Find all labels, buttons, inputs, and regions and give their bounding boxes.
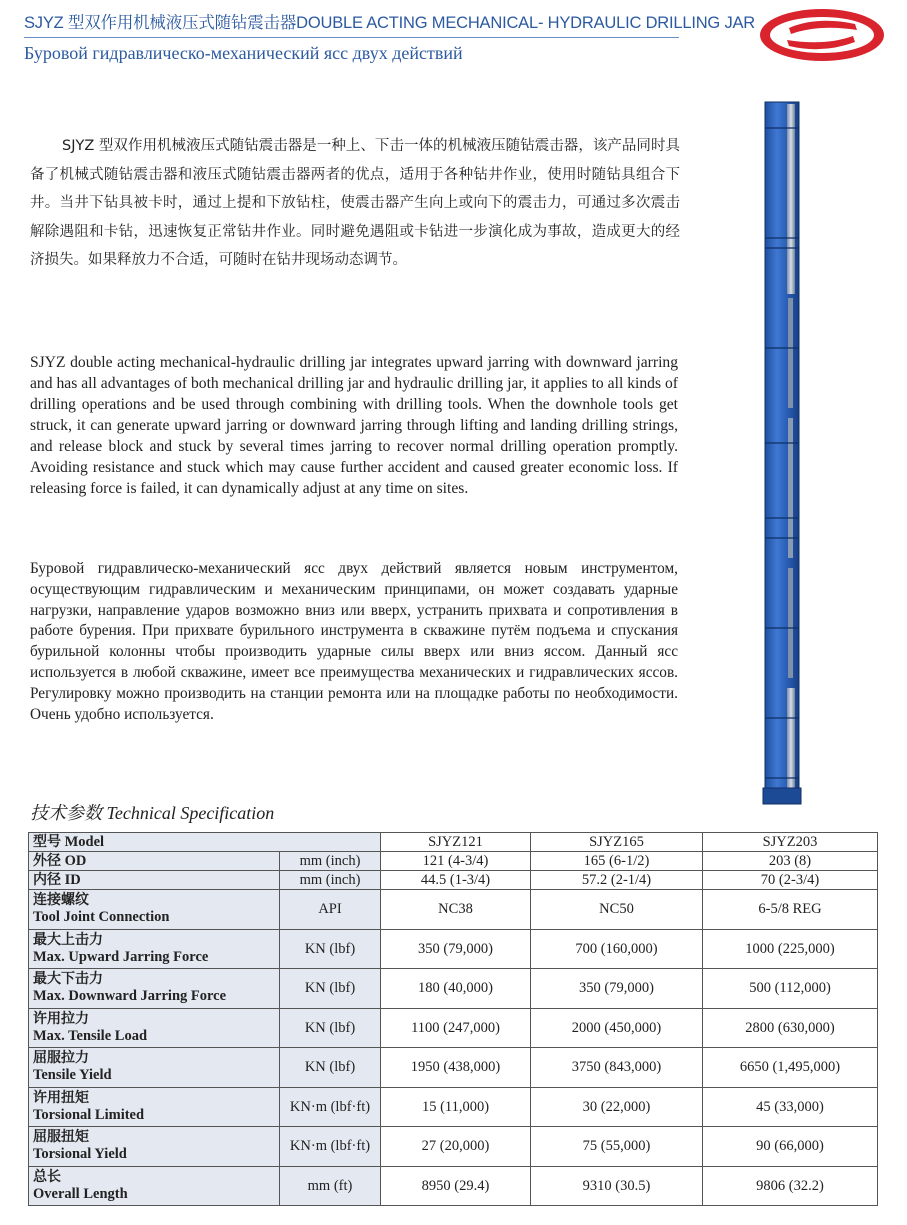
table-cell: 9310 (30.5) [531, 1166, 703, 1206]
row-label [29, 1087, 280, 1127]
row-label-en: Torsional Yield [33, 1146, 127, 1163]
table-cell: 75 (55,000) [531, 1127, 703, 1167]
table-cell: NC38 [381, 890, 531, 930]
table-cell: 57.2 (2-1/4) [531, 871, 703, 890]
model-column-header: SJYZ203 [703, 833, 878, 852]
row-label-cn: 连接螺纹 [33, 892, 89, 909]
table-cell: 45 (33,000) [703, 1087, 878, 1127]
row-label-en: ID [64, 872, 81, 888]
table-cell: 44.5 (1-3/4) [381, 871, 531, 890]
table-cell: 180 (40,000) [381, 969, 531, 1009]
row-label [29, 1127, 280, 1167]
description-russian: Буровой гидравлическо-механический ясс двух действий является новым инструментом, осуществующим гидравлическим и механическим принципами, он может создавать ударные нагрузки, направление ударов возможно вниз или вверх, устранить прихвата и сопротивления в работе бурения. При прихвате бурильного инструмента в скважине путём подъема и спускания бурильной колонны чтобы производить ударные силы вверх или вниз яссом. Данный ясс используется в любой скважине, имеет все преимущества механических и гидравлических яссов. Регулировку можно производить на станции ремонта или на площадке работы по необходимости. Очень удобно используется. [30, 560, 678, 723]
table-cell: 203 (8) [703, 852, 878, 871]
table-cell: 70 (2-3/4) [703, 871, 878, 890]
description-chinese: SJYZ 型双作用机械液压式随钻震击器是一种上、下击一体的机械液压随钻震击器，该产品同时具备了机械式随钻震击器和液压式随钻震击器两者的优点，适用于各种钻井作业，使用时随钻具组合下井。当井下钻具被卡时，通过上提和下放钻柱，使震击器产生向上或向下的震击力，可通过多次震击解除遇阻和卡钻，迅速恢复正常钻井作业。同时避免遇阻或卡钻进一步演化成为事故，造成更大的经济损失。如果释放力不合适，可随时在钻井现场动态调节。 [30, 138, 680, 269]
row-label-cn: 最大下击力 [33, 971, 103, 988]
table-cell: 700 (160,000) [531, 929, 703, 969]
page-subtitle-ru: Буровой гидравлическо-механический ясс двух действий [24, 43, 463, 63]
row-label-cn: 最大上击力 [33, 931, 103, 948]
row-label-en: Max. Upward Jarring Force [33, 948, 209, 965]
table-row [29, 871, 878, 890]
row-unit: mm (inch) [280, 852, 381, 871]
model-label-en: Model [64, 834, 105, 850]
table-cell: 350 (79,000) [381, 929, 531, 969]
table-cell: 6-5/8 REG [703, 890, 878, 930]
table-cell: 1100 (247,000) [381, 1008, 531, 1048]
row-unit: API [280, 890, 381, 930]
title-divider [24, 37, 679, 38]
row-label-en: Tool Joint Connection [33, 909, 170, 926]
row-label [29, 852, 280, 871]
table-row [29, 890, 878, 930]
row-label-cn: 屈服拉力 [33, 1050, 89, 1067]
spec-table [28, 832, 878, 1206]
row-label [29, 1166, 280, 1206]
model-column-header: SJYZ121 [381, 833, 531, 852]
row-label [29, 871, 280, 890]
row-unit: KN (lbf) [280, 969, 381, 1009]
table-row [29, 1127, 878, 1167]
model-header-cell [29, 833, 381, 852]
row-label [29, 890, 280, 930]
table-cell: 350 (79,000) [531, 969, 703, 1009]
description-english: SJYZ double acting mechanical-hydraulic drilling jar integrates upward jarring with downward jarring and has all advantages of both mechanical drilling jar and hydraulic drilling jar, it applies to all kinds of drilling operations and be used through combining with drilling tools. When the downhole tools get struck, it can generate upward jarring or downward jarring through lifting and landing drilling strings, and release block and stuck by several times jarring to recover normal drilling operation promptly. Avoiding resistance and stuck which may cause further accident and caused greater economic loss. If releasing force is failed, it can dynamically adjust at any time on sites. [30, 354, 678, 497]
table-cell: 6650 (1,495,000) [703, 1048, 878, 1088]
table-cell: 1950 (438,000) [381, 1048, 531, 1088]
table-cell: 9806 (32.2) [703, 1166, 878, 1206]
table-row [29, 1166, 878, 1206]
row-label-en: Max. Tensile Load [33, 1027, 148, 1044]
table-header-row [29, 833, 878, 852]
row-unit: mm (ft) [280, 1166, 381, 1206]
row-label-en: Overall Length [33, 1185, 128, 1202]
row-unit: mm (inch) [280, 871, 381, 890]
row-label-cn: 许用拉力 [33, 1010, 89, 1027]
table-row [29, 1048, 878, 1088]
table-cell: 8950 (29.4) [381, 1166, 531, 1206]
row-unit: KN·m (lbf·ft) [280, 1127, 381, 1167]
table-cell: 121 (4-3/4) [381, 852, 531, 871]
table-cell: 165 (6-1/2) [531, 852, 703, 871]
row-unit: KN·m (lbf·ft) [280, 1087, 381, 1127]
row-unit: KN (lbf) [280, 929, 381, 969]
table-cell: 1000 (225,000) [703, 929, 878, 969]
row-label-cn: 屈服扭矩 [33, 1129, 89, 1146]
row-label-en: OD [64, 853, 87, 869]
table-row [29, 929, 878, 969]
drilling-jar-illustration [757, 98, 807, 810]
table-cell: 500 (112,000) [703, 969, 878, 1009]
row-label [29, 1048, 280, 1088]
row-label [29, 969, 280, 1009]
table-row [29, 852, 878, 871]
table-cell: 3750 (843,000) [531, 1048, 703, 1088]
row-label [29, 1008, 280, 1048]
model-label-cn: 型号 [33, 834, 61, 850]
row-label-cn: 内径 [33, 872, 61, 888]
table-row [29, 1008, 878, 1048]
table-cell: 90 (66,000) [703, 1127, 878, 1167]
page-title: SJYZ 型双作用机械液压式随钻震击器DOUBLE ACTING MECHANICAL- HYDRAULIC DRILLING JAR [24, 14, 756, 32]
table-cell: 2800 (630,000) [703, 1008, 878, 1048]
company-logo [757, 6, 887, 64]
row-label [29, 929, 280, 969]
table-cell: NC50 [531, 890, 703, 930]
row-unit: KN (lbf) [280, 1008, 381, 1048]
row-label-en: Tensile Yield [33, 1067, 112, 1084]
table-cell: 2000 (450,000) [531, 1008, 703, 1048]
table-row [29, 1087, 878, 1127]
table-row [29, 969, 878, 1009]
row-label-cn: 总长 [33, 1168, 61, 1185]
table-cell: 27 (20,000) [381, 1127, 531, 1167]
row-label-en: Torsional Limited [33, 1106, 145, 1123]
row-label-cn: 许用扭矩 [33, 1089, 89, 1106]
row-label-cn: 外径 [33, 853, 61, 869]
row-label-en: Max. Downward Jarring Force [33, 988, 227, 1005]
table-cell: 15 (11,000) [381, 1087, 531, 1127]
model-column-header: SJYZ165 [531, 833, 703, 852]
spec-section-title: 技术参数 Technical Specification [30, 803, 275, 823]
table-cell: 30 (22,000) [531, 1087, 703, 1127]
row-unit: KN (lbf) [280, 1048, 381, 1088]
